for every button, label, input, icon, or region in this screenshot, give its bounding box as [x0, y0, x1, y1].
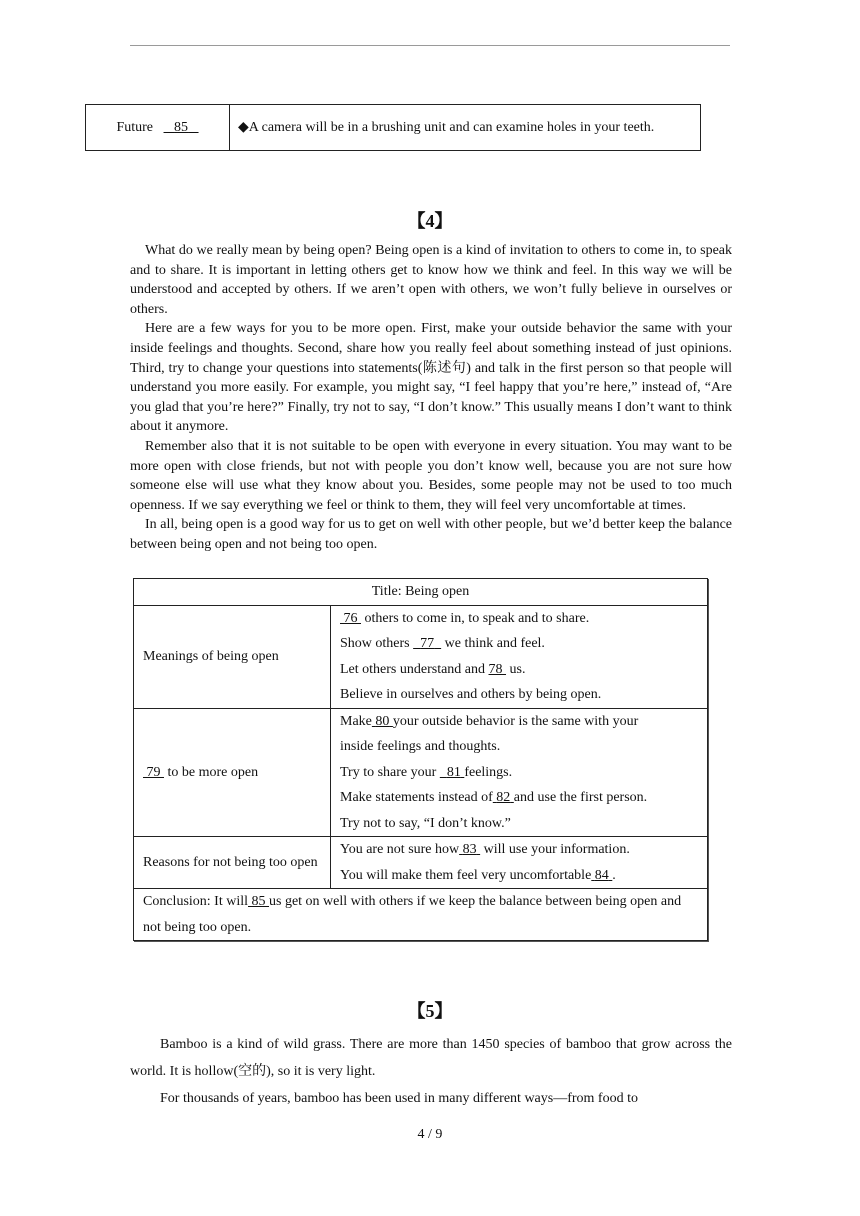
paragraph-4: In all, being open is a good way for us to get on well with other people, but we’d better keep the balance between being open and not being too open. — [130, 517, 732, 552]
blank-83: 83 — [462, 842, 477, 857]
blank-79: 79 — [146, 764, 161, 780]
row-meanings-content — [331, 605, 708, 708]
row-ways-label: 79 to be more open — [134, 708, 331, 837]
row-ways-content — [331, 708, 708, 837]
blank-78: 78 — [488, 661, 503, 677]
row-reasons-content — [331, 837, 708, 889]
line: You will make them feel very uncomfortable 84 . — [340, 867, 616, 883]
being-open-table — [133, 578, 708, 941]
blank-82: 82 — [496, 790, 511, 805]
paragraph-2: For thousands of years, bamboo has been used in many different ways—from food to — [160, 1091, 638, 1106]
line: Let others understand and 78 us. — [340, 661, 526, 677]
header-rule — [130, 45, 730, 46]
line: Believe in ourselves and others by being open. — [340, 687, 602, 702]
line: Try to share your 81 feelings. — [340, 764, 513, 780]
blank-85: 85 — [251, 894, 266, 909]
blank-81: 81 — [446, 764, 461, 780]
section-5-passage — [130, 1031, 732, 1112]
paragraph-2: Here are a few ways for you to be more open. First, make your outside behavior the same with your inside feelings and thoughts. Second, share how you really feel about something instead of just opinions. Third, try to change your questions into statements(陈述句) and talk in the first person so that people will understand you more easily. For example, you might say, “I feel happy that you’re here,” instead of, “Are you glad that you’re here?” Finally, try not to say, “I don’t know.” This usually means I don’t want to think about it anymore. — [130, 321, 732, 435]
line: Make statements instead of 82 and use the first person. — [340, 790, 648, 805]
line: You are not sure how 83 will use your information. — [340, 842, 630, 857]
line: inside feelings and thoughts. — [340, 739, 501, 754]
row-reasons-label: Reasons for not being too open — [134, 837, 331, 889]
future-cell — [86, 105, 230, 151]
future-text: ◆A camera will be in a brushing unit and can examine holes in your teeth. — [230, 105, 701, 151]
section-4-title: 【4】 — [407, 211, 453, 231]
previous-table-fragment — [85, 104, 701, 151]
blank-77: 77 — [420, 636, 435, 651]
blank-84: 84 — [594, 867, 609, 883]
blank-80: 80 — [375, 713, 390, 729]
paragraph-3: Remember also that it is not suitable to be open with everyone in every situation. You may want to be more open with close friends, but not with people you don’t know well, because you are not sure how someone else will use what they know about you. Besides, some people may not be used to too much openness. If we say everything we feel or think to them, they will feel very uncomfortable at times. — [130, 438, 732, 513]
line: Show others 77 we think and feel. — [340, 636, 545, 651]
line: 76 others to come in, to speak and to share. — [340, 606, 698, 632]
paragraph-1: Bamboo is a kind of wild grass. There are more than 1450 species of bamboo that grow across the world. It is hollow(空的), so it is very light. — [130, 1037, 732, 1079]
section-4-passage — [130, 241, 732, 555]
row-meanings-label: Meanings of being open — [134, 605, 331, 708]
line: Try not to say, “I don’t know.” — [340, 815, 511, 831]
blank-76: 76 — [343, 610, 358, 626]
future-label: Future — [116, 119, 154, 135]
section-5-title: 【5】 — [407, 1001, 453, 1021]
table-title: Title: Being open — [134, 579, 708, 606]
blank-85-top: 85 — [174, 119, 189, 135]
page-number: 4 / 9 — [417, 1127, 443, 1142]
conclusion-row: Conclusion: It will 85 us get on well with others if we keep the balance between being open and not being too open. — [134, 889, 708, 941]
paragraph-1: What do we really mean by being open? Being open is a kind of invitation to others to come in, to speak and to share. It is important in letting others get to know how we think and feel. In this way we will be understood and accepted by others. If we aren’t open with others, we won’t fully believe in ourselves or others. — [130, 243, 732, 317]
line: Make 80 your outside behavior is the same with your — [340, 713, 639, 729]
